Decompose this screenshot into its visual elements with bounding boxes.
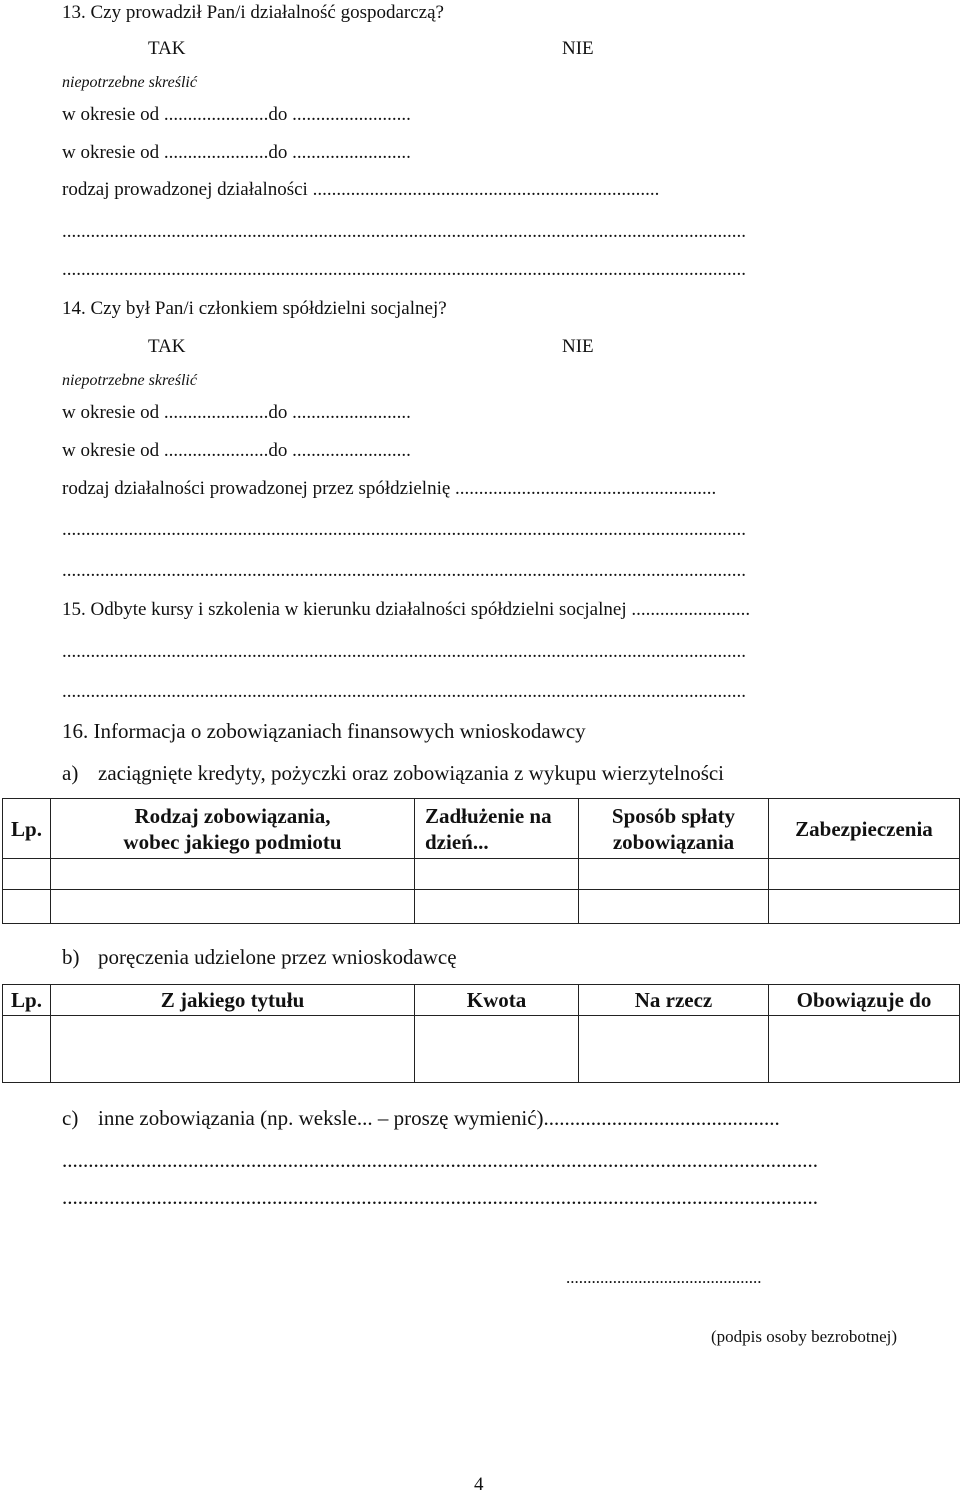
table-cell[interactable] — [415, 859, 579, 890]
table-cell[interactable] — [3, 1016, 51, 1083]
q14-option-yes[interactable]: TAK — [148, 336, 186, 357]
q14-activity-kind[interactable]: rodzaj działalności prowadzonej przez spółdzielnię ....................................................... — [62, 478, 717, 499]
table-cell[interactable] — [579, 890, 769, 924]
table-cell[interactable] — [769, 859, 960, 890]
q13-option-yes[interactable]: TAK — [148, 38, 186, 59]
signature-line[interactable]: .............................................. — [566, 1268, 762, 1287]
table-row — [3, 859, 960, 890]
table-cell[interactable] — [415, 1016, 579, 1083]
q15-title: 15. Odbyte kursy i szkolenia w kierunku działalności spółdzielni socjalnej ......................... — [62, 599, 751, 620]
q13-fill-line-3[interactable]: ................................................................................................................................................ — [62, 259, 746, 280]
table-a-header-lp: Lp. — [3, 799, 51, 859]
q13-period-1[interactable]: w okresie od ......................do ......................... — [62, 104, 411, 125]
q13-title: 13. Czy prowadził Pan/i działalność gospodarczą? — [62, 2, 444, 23]
q13-activity-kind[interactable]: rodzaj prowadzonej działalności ......................................................................... — [62, 179, 660, 200]
table-b-header-valid-until: Obowiązuje do — [769, 985, 960, 1016]
table-cell[interactable] — [769, 890, 960, 924]
q16-a-text: zaciągnięte kredyty, pożyczki oraz zobowiązania z wykupu wierzytelności — [98, 761, 725, 785]
q15-fill-line-2[interactable]: ................................................................................................................................................ — [62, 641, 746, 662]
q15-fill-line-3[interactable]: ................................................................................................................................................ — [62, 681, 746, 702]
q14-hint: niepotrzebne skreślić — [62, 372, 197, 389]
page-number: 4 — [474, 1474, 484, 1495]
table-cell[interactable] — [3, 859, 51, 890]
table-a-header-type: Rodzaj zobowiązania, wobec jakiego podmiotu — [51, 799, 415, 859]
q13-fill-line-2[interactable]: ................................................................................................................................................ — [62, 221, 746, 242]
table-cell[interactable] — [3, 890, 51, 924]
table-a-header-security: Zabezpieczenia — [769, 799, 960, 859]
table-cell[interactable] — [51, 859, 415, 890]
q13-period-2[interactable]: w okresie od ......................do ......................... — [62, 142, 411, 163]
q16-c-fill-line-2[interactable]: ................................................................................................................................................ — [62, 1148, 818, 1172]
signature-caption: (podpis osoby bezrobotnej) — [711, 1327, 898, 1346]
q16-c-text[interactable]: inne zobowiązania (np. weksle... – proszę wymienić)............................................. — [98, 1106, 780, 1130]
q16-a-label: a) — [62, 761, 79, 785]
q16-title: 16. Informacja o zobowiązaniach finansowych wnioskodawcy — [62, 719, 586, 743]
table-cell[interactable] — [51, 1016, 415, 1083]
guarantees-table — [2, 984, 960, 1083]
liabilities-table — [2, 798, 960, 924]
q14-option-no[interactable]: NIE — [562, 336, 594, 357]
q13-option-no[interactable]: NIE — [562, 38, 594, 59]
table-cell[interactable] — [51, 890, 415, 924]
table-cell[interactable] — [579, 859, 769, 890]
q14-period-2[interactable]: w okresie od ......................do ......................... — [62, 440, 411, 461]
table-cell[interactable] — [769, 1016, 960, 1083]
q13-hint: niepotrzebne skreślić — [62, 74, 197, 91]
table-row — [3, 1016, 960, 1083]
q16-b-text: poręczenia udzielone przez wnioskodawcę — [98, 945, 457, 969]
q16-b-label: b) — [62, 945, 80, 969]
table-cell[interactable] — [579, 1016, 769, 1083]
table-b-header-beneficiary: Na rzecz — [579, 985, 769, 1016]
table-b-header-title: Z jakiego tytułu — [51, 985, 415, 1016]
table-row — [3, 890, 960, 924]
q14-title: 14. Czy był Pan/i członkiem spółdzielni socjalnej? — [62, 298, 447, 319]
q14-period-1[interactable]: w okresie od ......................do ......................... — [62, 402, 411, 423]
table-b-header-lp: Lp. — [3, 985, 51, 1016]
table-b-header-amount: Kwota — [415, 985, 579, 1016]
table-cell[interactable] — [415, 890, 579, 924]
table-a-header-repayment: Sposób spłaty zobowiązania — [579, 799, 769, 859]
q14-fill-line-3[interactable]: ................................................................................................................................................ — [62, 560, 746, 581]
q16-c-label: c) — [62, 1106, 79, 1130]
q16-c-fill-line-3[interactable]: ................................................................................................................................................ — [62, 1185, 818, 1209]
table-a-header-debt: Zadłużenie na dzień... — [415, 799, 579, 859]
q14-fill-line-2[interactable]: ................................................................................................................................................ — [62, 519, 746, 540]
